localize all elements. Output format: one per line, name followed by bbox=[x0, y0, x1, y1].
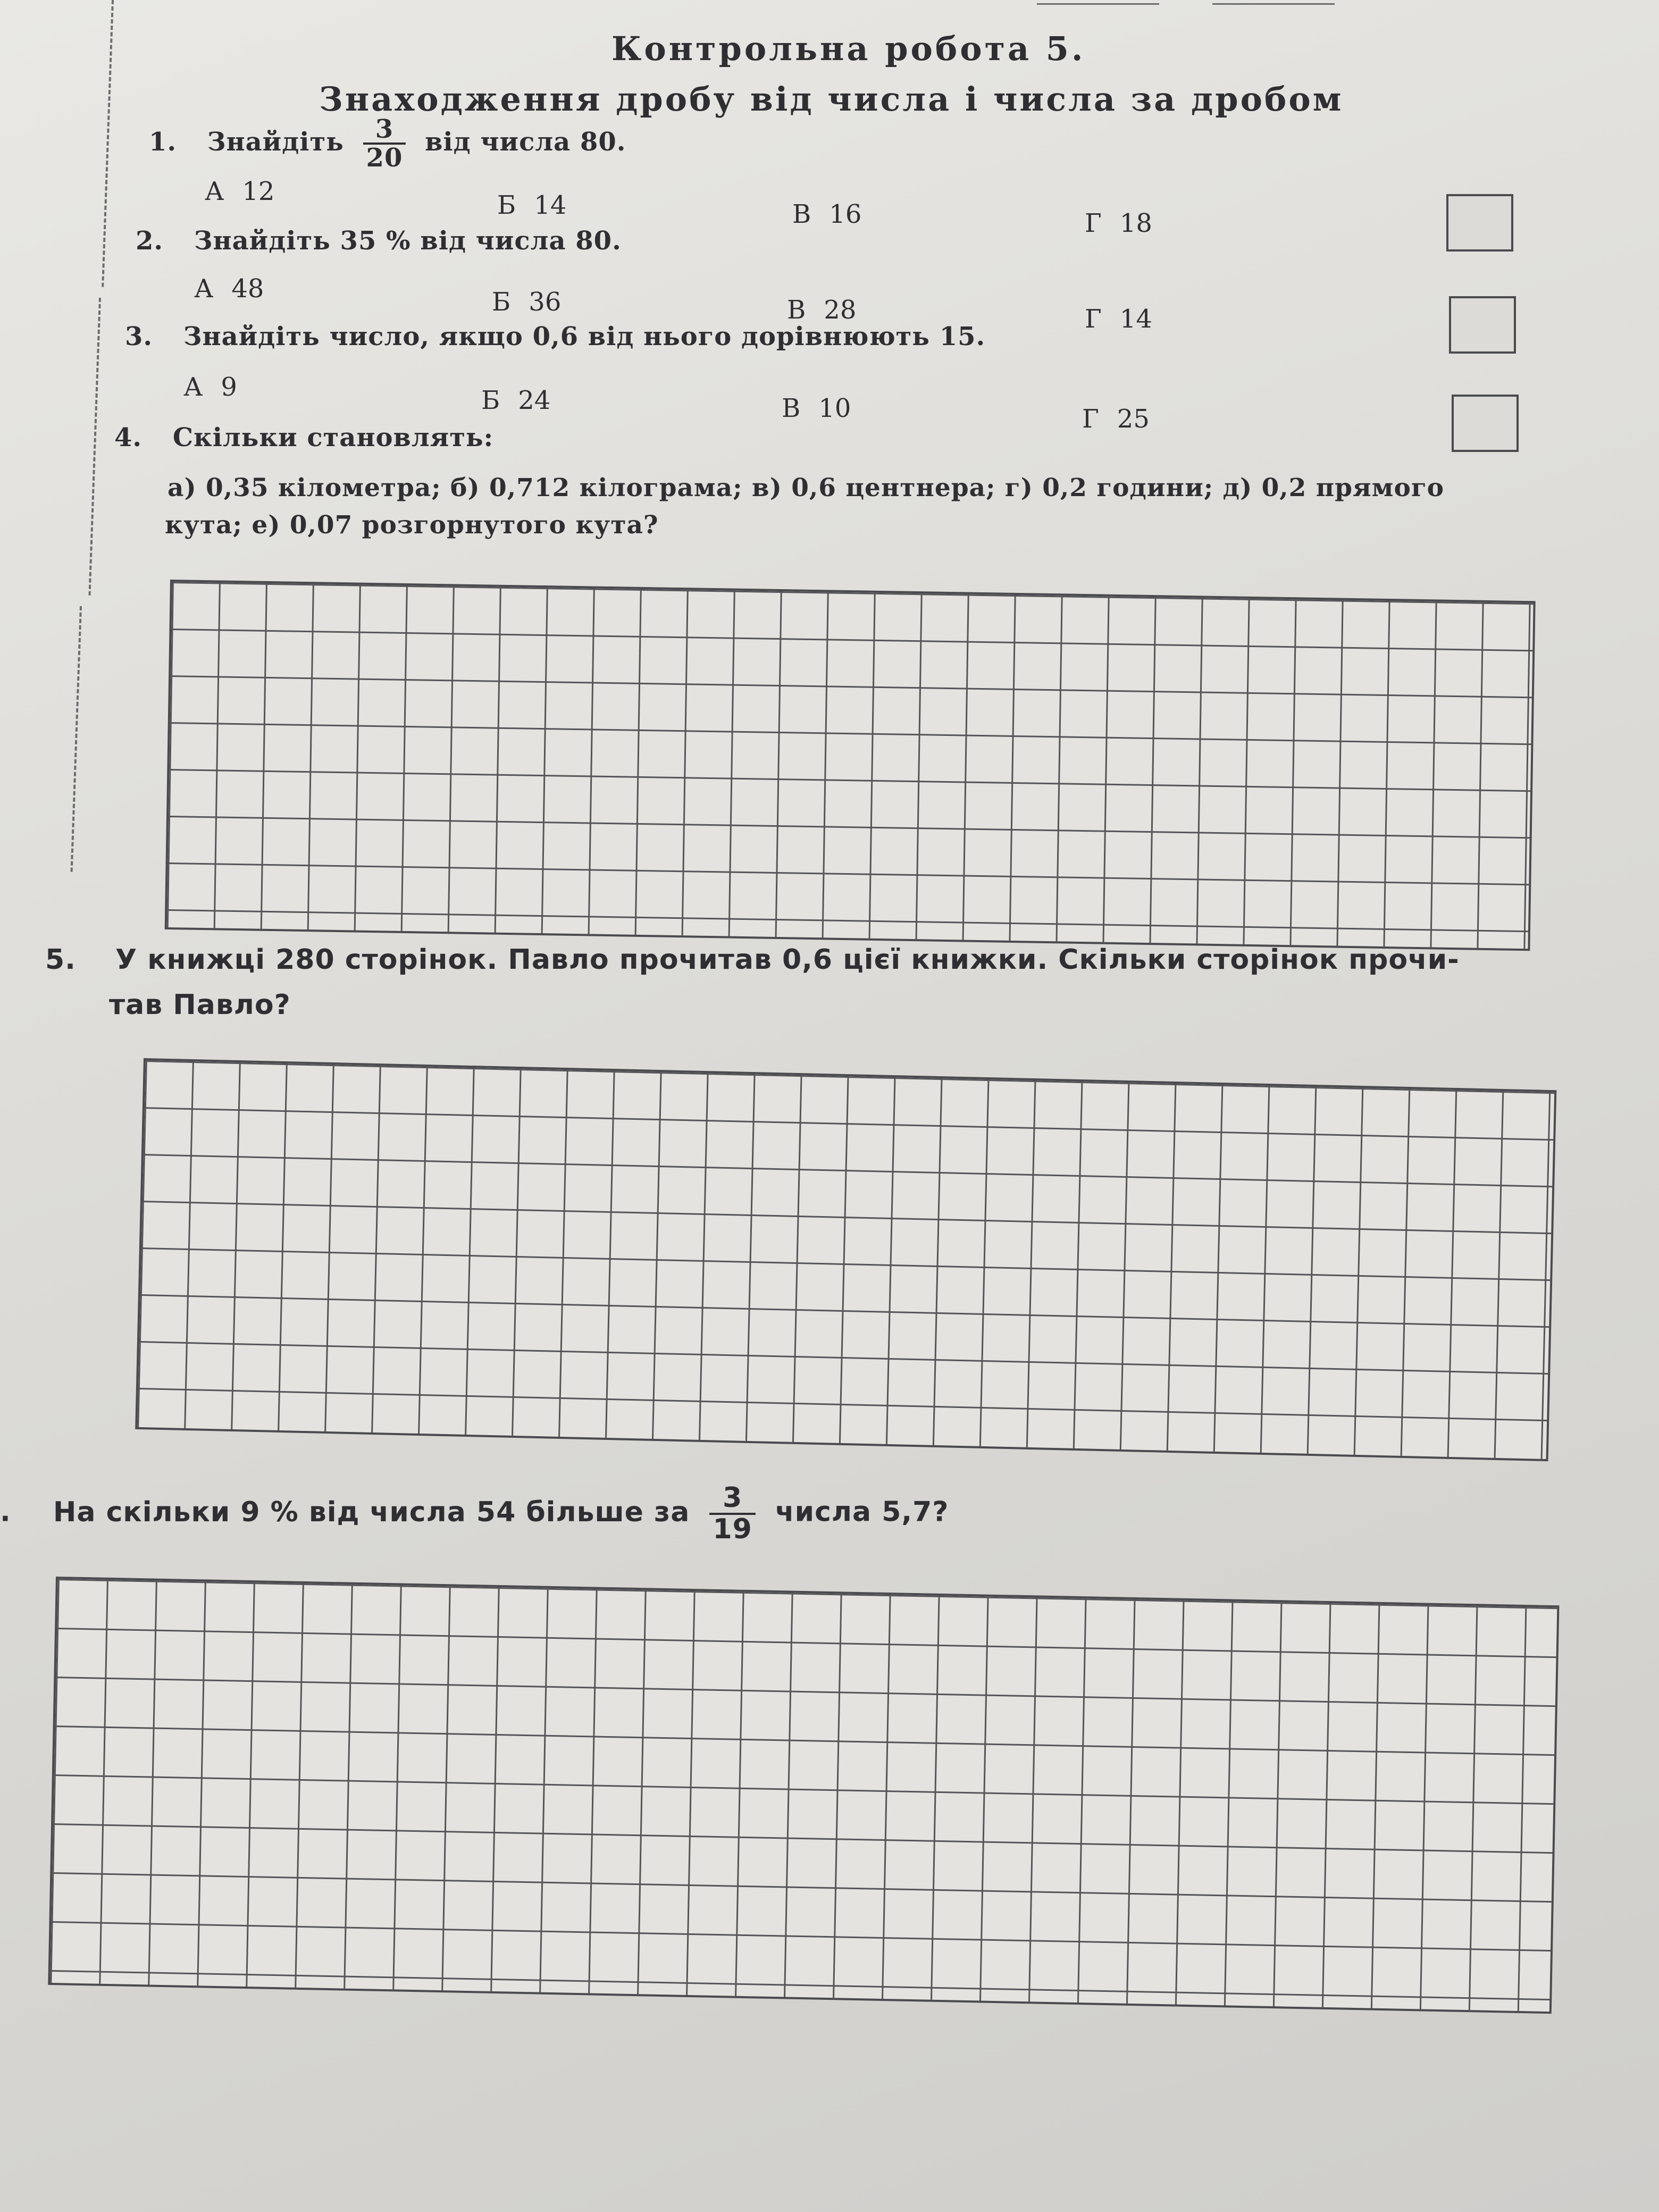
fraction-denominator: 19 bbox=[713, 1513, 752, 1545]
option-value: 12 bbox=[242, 177, 275, 206]
option-value: 18 bbox=[1119, 208, 1152, 238]
option-value: 25 bbox=[1117, 404, 1150, 434]
option-v[interactable] bbox=[792, 199, 861, 229]
fraction-numerator: 3 bbox=[363, 116, 406, 145]
option-h[interactable] bbox=[1085, 208, 1152, 238]
question-4-line-1: а) 0,35 кілометра; б) 0,712 кілограма; в) 0,6 центнера; г) 0,2 години; д) 0,2 прямого bbox=[167, 473, 1445, 502]
option-value: 48 bbox=[231, 274, 264, 304]
question-5-line-2: тав Павло? bbox=[109, 989, 291, 1021]
question-1 bbox=[149, 116, 626, 172]
answer-box-1[interactable] bbox=[1446, 194, 1513, 252]
option-a[interactable] bbox=[194, 274, 264, 304]
option-h[interactable] bbox=[1082, 404, 1150, 434]
cut-line bbox=[102, 0, 114, 287]
question-text: Знайдіть 35 % від числа 80. bbox=[194, 226, 622, 256]
option-letter: Г bbox=[1082, 404, 1099, 434]
option-letter: Б bbox=[497, 190, 516, 220]
cut-line bbox=[88, 298, 101, 596]
option-letter: В bbox=[782, 393, 801, 423]
question-5-line-1 bbox=[45, 944, 1460, 976]
option-h[interactable] bbox=[1085, 304, 1152, 334]
question-number: 3. bbox=[125, 322, 153, 351]
option-value: 16 bbox=[829, 199, 862, 229]
option-value: 14 bbox=[534, 190, 567, 220]
option-value: 28 bbox=[824, 295, 857, 325]
option-letter: В bbox=[792, 199, 811, 229]
option-letter: В bbox=[787, 295, 806, 325]
option-letter: А bbox=[194, 274, 214, 304]
answer-grid-4[interactable] bbox=[165, 580, 1536, 951]
answer-box-3[interactable] bbox=[1452, 395, 1519, 452]
option-letter: Б bbox=[481, 386, 500, 415]
fraction-numerator: 3 bbox=[709, 1484, 755, 1515]
answer-grid-5[interactable] bbox=[135, 1058, 1556, 1461]
question-2 bbox=[136, 226, 622, 256]
fraction-3-19 bbox=[709, 1484, 755, 1544]
question-number: 2. bbox=[136, 226, 164, 256]
fraction-denominator: 20 bbox=[366, 143, 403, 173]
top-border-line bbox=[1212, 3, 1335, 5]
option-b[interactable] bbox=[481, 386, 550, 415]
top-border-line bbox=[1037, 3, 1159, 5]
option-letter: Г bbox=[1085, 208, 1102, 238]
question-text: від числа 80. bbox=[425, 127, 626, 157]
option-v[interactable] bbox=[782, 393, 851, 423]
cut-line bbox=[71, 606, 82, 872]
option-letter: А bbox=[205, 177, 224, 206]
option-b[interactable] bbox=[492, 287, 561, 317]
question-number: 1. bbox=[149, 127, 177, 157]
question-number: 5. bbox=[45, 944, 76, 976]
option-letter: Г bbox=[1085, 304, 1102, 334]
question-text: На скільки 9 % від числа 54 більше за bbox=[53, 1496, 690, 1528]
option-value: 10 bbox=[818, 393, 851, 423]
option-value: 24 bbox=[518, 386, 551, 415]
question-4 bbox=[114, 423, 493, 453]
page-title: Контрольна робота 5. bbox=[611, 29, 1086, 68]
question-4-line-2: кута; е) 0,07 розгорнутого кута? bbox=[165, 510, 659, 540]
answer-box-2[interactable] bbox=[1449, 296, 1516, 354]
option-a[interactable] bbox=[183, 372, 237, 402]
question-number: 4. bbox=[114, 423, 143, 453]
option-v[interactable] bbox=[787, 295, 856, 325]
option-value: 9 bbox=[221, 372, 237, 402]
option-value: 14 bbox=[1119, 304, 1152, 334]
question-text: Знайдіть число, якщо 0,6 від нього дорівнюють 15. bbox=[183, 322, 986, 351]
option-letter: А bbox=[183, 372, 203, 402]
answer-grid-6[interactable] bbox=[48, 1577, 1559, 2014]
question-text: Скільки становлять: bbox=[172, 423, 494, 453]
question-number: . bbox=[0, 1496, 11, 1528]
question-text: числа 5,7? bbox=[775, 1496, 949, 1528]
option-b[interactable] bbox=[497, 190, 566, 220]
question-3 bbox=[125, 322, 985, 351]
page-subtitle: Знаходження дробу від числа і числа за дробом bbox=[319, 80, 1344, 119]
option-value: 36 bbox=[529, 287, 562, 317]
question-text: У книжці 280 сторінок. Павло прочитав 0,6 цієї книжки. Скільки сторінок прочи- bbox=[115, 944, 1460, 976]
option-a[interactable] bbox=[205, 177, 274, 206]
question-text: Знайдіть bbox=[207, 127, 344, 157]
fraction-3-20 bbox=[363, 116, 406, 172]
option-letter: Б bbox=[492, 287, 511, 317]
question-6 bbox=[0, 1484, 949, 1544]
